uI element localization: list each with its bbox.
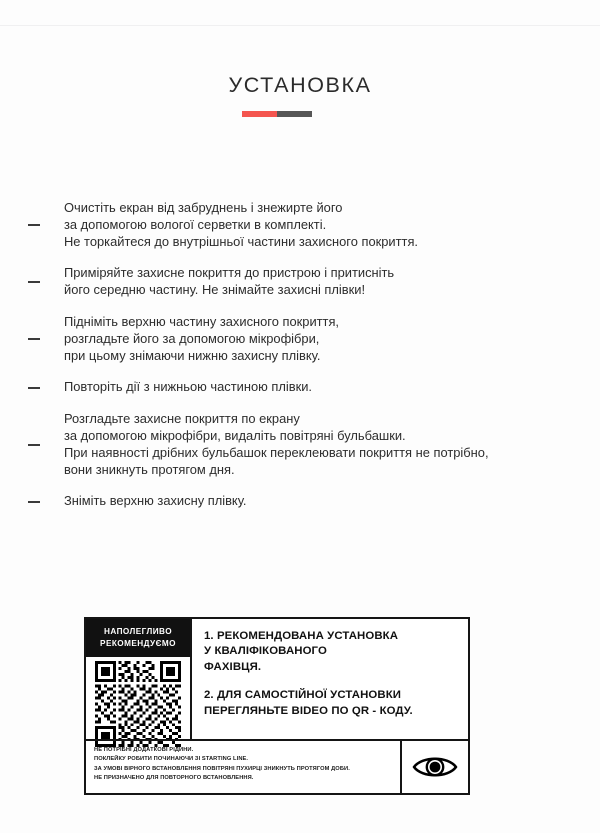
step-text-line: Повторіть дії з нижньою частиною плівки. xyxy=(64,379,313,395)
step-text xyxy=(64,411,600,478)
instruction-step xyxy=(0,200,600,250)
step-dash-marker xyxy=(28,444,40,446)
recommendation-infobox xyxy=(84,617,470,795)
fineprint-line: НЕ ПРИЗНАЧЕНО ДЛЯ ПОВТОРНОГО ВСТАНОВЛЕННЯ. xyxy=(94,775,254,782)
infobox-main-row xyxy=(86,619,468,739)
step-dash-marker xyxy=(28,338,40,340)
step-text-line: вони зникнуть протягом дня. xyxy=(64,461,235,477)
fineprint-block xyxy=(86,741,400,793)
promo-line: ФАХІВЦЯ. xyxy=(204,660,262,673)
strongly-recommend-badge xyxy=(86,619,190,657)
step-text-line: Розгладьте захисне покриття по екрану xyxy=(64,411,300,427)
fineprint-line: НЕ ПОТРІБНІ ДОДАТКОВІ РІДИНИ. xyxy=(94,747,194,753)
accent-segment-red xyxy=(242,111,277,117)
step-text xyxy=(64,379,600,396)
step-text-line: Очистіть екран від забруднень і знежирте його xyxy=(64,200,343,215)
promo-block xyxy=(204,688,460,719)
step-dash-marker xyxy=(28,387,40,389)
eye-icon-cell xyxy=(400,741,468,793)
eye-icon xyxy=(412,754,458,780)
step-text-line: його середню частину. Не знімайте захисні плівки! xyxy=(64,282,366,298)
promo-block xyxy=(204,629,460,675)
badge-line-1: НАПОЛЕГЛИВО xyxy=(103,627,173,636)
step-text-line: розгладьте його за допомогою мікрофібри, xyxy=(64,330,320,346)
step-text-line: за допомогою вологої серветки в комплекті. xyxy=(64,216,327,232)
badge-line-2: РЕКОМЕНДУЄМО xyxy=(100,638,176,648)
page-top-divider xyxy=(0,25,600,26)
step-text-line: Приміряйте захисне покриття до пристрою і притисніть xyxy=(64,265,395,281)
step-dash-marker xyxy=(28,224,40,226)
promo-line: 2. ДЛЯ САМОСТІЙНОЇ УСТАНОВКИ xyxy=(204,689,402,702)
step-text-line: при цьому знімаючи нижню захисну плівку. xyxy=(64,347,321,363)
qr-code-icon[interactable] xyxy=(95,661,181,747)
fineprint-line: ЗА УМОВІ ВІРНОГО ВСТАНОВЛЕННЯ ПОВІТРЯНІ ПУХИРЦІ ЗНИКНУТЬ ПРОТЯГОМ ДОБИ. xyxy=(94,765,350,772)
accent-segment-dark xyxy=(277,111,312,117)
page-title: УСТАНОВКА xyxy=(228,73,372,97)
instruction-step xyxy=(0,493,600,510)
instruction-step xyxy=(0,314,600,364)
step-dash-marker xyxy=(28,281,40,283)
step-dash-marker xyxy=(28,501,40,503)
step-text xyxy=(64,265,600,299)
instruction-step xyxy=(0,379,600,396)
fineprint-line: ПОКЛЕЙКУ РОБИТИ ПОЧИНАЮЧИ ЗІ STARTING LINE. xyxy=(94,756,249,763)
step-text-line: При наявності дрібних бульбашок переклеювати покриття не потрібно, xyxy=(64,444,489,460)
promo-line: У КВАЛІФІКОВАНОГО xyxy=(204,645,327,658)
step-text-line: Зніміть верхню захисну плівку. xyxy=(64,493,247,509)
instruction-steps-list xyxy=(0,200,600,525)
promo-line: ПЕРЕГЛЯНЬТЕ ВІDЕО ПО QR - КОДУ. xyxy=(204,704,413,717)
infobox-promo-column xyxy=(192,619,468,739)
step-text xyxy=(64,314,600,364)
step-text-line: за допомогою мікрофібри, видаліть повітряні бульбашки. xyxy=(64,427,406,443)
title-underline-accent xyxy=(242,111,312,117)
infobox-footer-row xyxy=(86,739,468,793)
instruction-step xyxy=(0,265,600,299)
step-text-line: Підніміть верхню частину захисного покриття, xyxy=(64,313,340,329)
qr-code-wrapper[interactable] xyxy=(86,657,190,749)
step-text-line: Не торкайтеся до внутрішньої частини захисного покриття. xyxy=(64,233,419,249)
instruction-step xyxy=(0,411,600,478)
step-text xyxy=(64,493,600,510)
step-text xyxy=(64,200,600,250)
infobox-left-column xyxy=(86,619,192,739)
promo-line: 1. РЕКОМЕНДОВАНА УСТАНОВКА xyxy=(204,630,399,642)
